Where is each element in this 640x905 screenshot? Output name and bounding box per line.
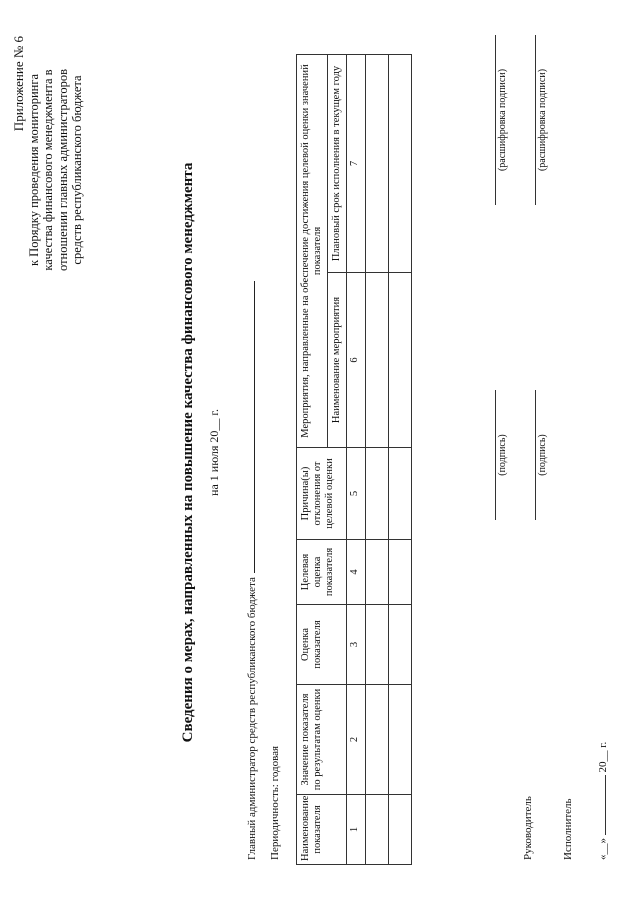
header-indicator-score: Оценка показателя — [297, 605, 347, 685]
header-indicator-name: Наименование показателя — [297, 795, 347, 865]
table-cell[interactable] — [366, 685, 389, 795]
header-deviation-reason: Причина(ы) отклонения от целевой оценки — [297, 448, 347, 540]
report-date: на 1 июля 20__ г. — [207, 409, 221, 496]
header-indicator-value: Значение показателя по результатам оценки — [297, 685, 347, 795]
table-row[interactable] — [366, 54, 389, 864]
table-cell[interactable] — [389, 448, 412, 540]
head-label: Руководитель — [522, 796, 534, 860]
executor-decipher-caption: (расшифровка подписи) — [537, 68, 548, 172]
header-measure-name: Наименование мероприятия — [328, 273, 347, 448]
appendix-line-4: средств республиканского бюджета — [70, 75, 84, 265]
executor-signature-caption: (подпись) — [537, 434, 548, 476]
column-number: 2 — [347, 685, 366, 795]
column-number: 4 — [347, 540, 366, 605]
administrator-label: Главный администратор средств республиканского бюджета — [246, 577, 258, 860]
document-title: Сведения о мерах, направленных на повышение качества финансового менеджмента — [180, 162, 196, 743]
head-decipher-line[interactable] — [495, 35, 496, 205]
table-cell[interactable] — [389, 540, 412, 605]
date-year: 20__ — [597, 750, 609, 773]
table-cell[interactable] — [366, 795, 389, 865]
column-number: 7 — [347, 54, 366, 272]
table-cell[interactable] — [366, 448, 389, 540]
table-cell[interactable] — [366, 540, 389, 605]
column-numbers-row — [347, 54, 366, 864]
table-cell[interactable] — [389, 685, 412, 795]
column-number: 1 — [347, 795, 366, 865]
executor-decipher-line[interactable] — [535, 35, 536, 205]
header-planned-deadline: Плановый срок исполнения в текущем году — [328, 54, 347, 272]
date-day: «__» — [597, 838, 609, 860]
administrator-fill-line[interactable] — [243, 281, 255, 573]
head-signature-line[interactable] — [495, 390, 496, 520]
header-target-score: Целевая оценка показателя — [297, 540, 347, 605]
table-cell[interactable] — [366, 54, 389, 272]
table-cell[interactable] — [389, 273, 412, 448]
appendix-line-3: отношении главных администраторов — [55, 69, 70, 271]
table-cell[interactable] — [366, 605, 389, 685]
signing-date[interactable] — [595, 742, 609, 860]
date-month-line[interactable] — [595, 775, 606, 835]
executor-signature-line[interactable] — [535, 390, 536, 520]
appendix-line-2: качества финансового менеджмента в — [41, 69, 55, 271]
appendix-line-1: к Порядку проведения мониторинга — [26, 73, 41, 267]
periodicity: Периодичность: годовая — [269, 745, 281, 860]
table-cell[interactable] — [366, 273, 389, 448]
column-number: 5 — [347, 448, 366, 540]
measures-table — [296, 54, 412, 865]
column-number: 3 — [347, 605, 366, 685]
administrator-line — [243, 281, 258, 860]
date-suffix: г. — [597, 741, 609, 748]
table-cell[interactable] — [389, 605, 412, 685]
head-signature-caption: (подпись) — [497, 434, 508, 476]
table-cell[interactable] — [389, 795, 412, 865]
column-number: 6 — [347, 273, 366, 448]
appendix-title: Приложение № 6 — [11, 36, 26, 132]
executor-label: Исполнитель — [562, 798, 574, 860]
table-cell[interactable] — [389, 54, 412, 272]
head-decipher-caption: (расшифровка подписи) — [497, 68, 508, 172]
header-measures: Мероприятия, направленные на обеспечение достижения целевой оценки значений показателя — [297, 54, 328, 447]
appendix-block — [12, 20, 85, 320]
table-row[interactable] — [389, 54, 412, 864]
